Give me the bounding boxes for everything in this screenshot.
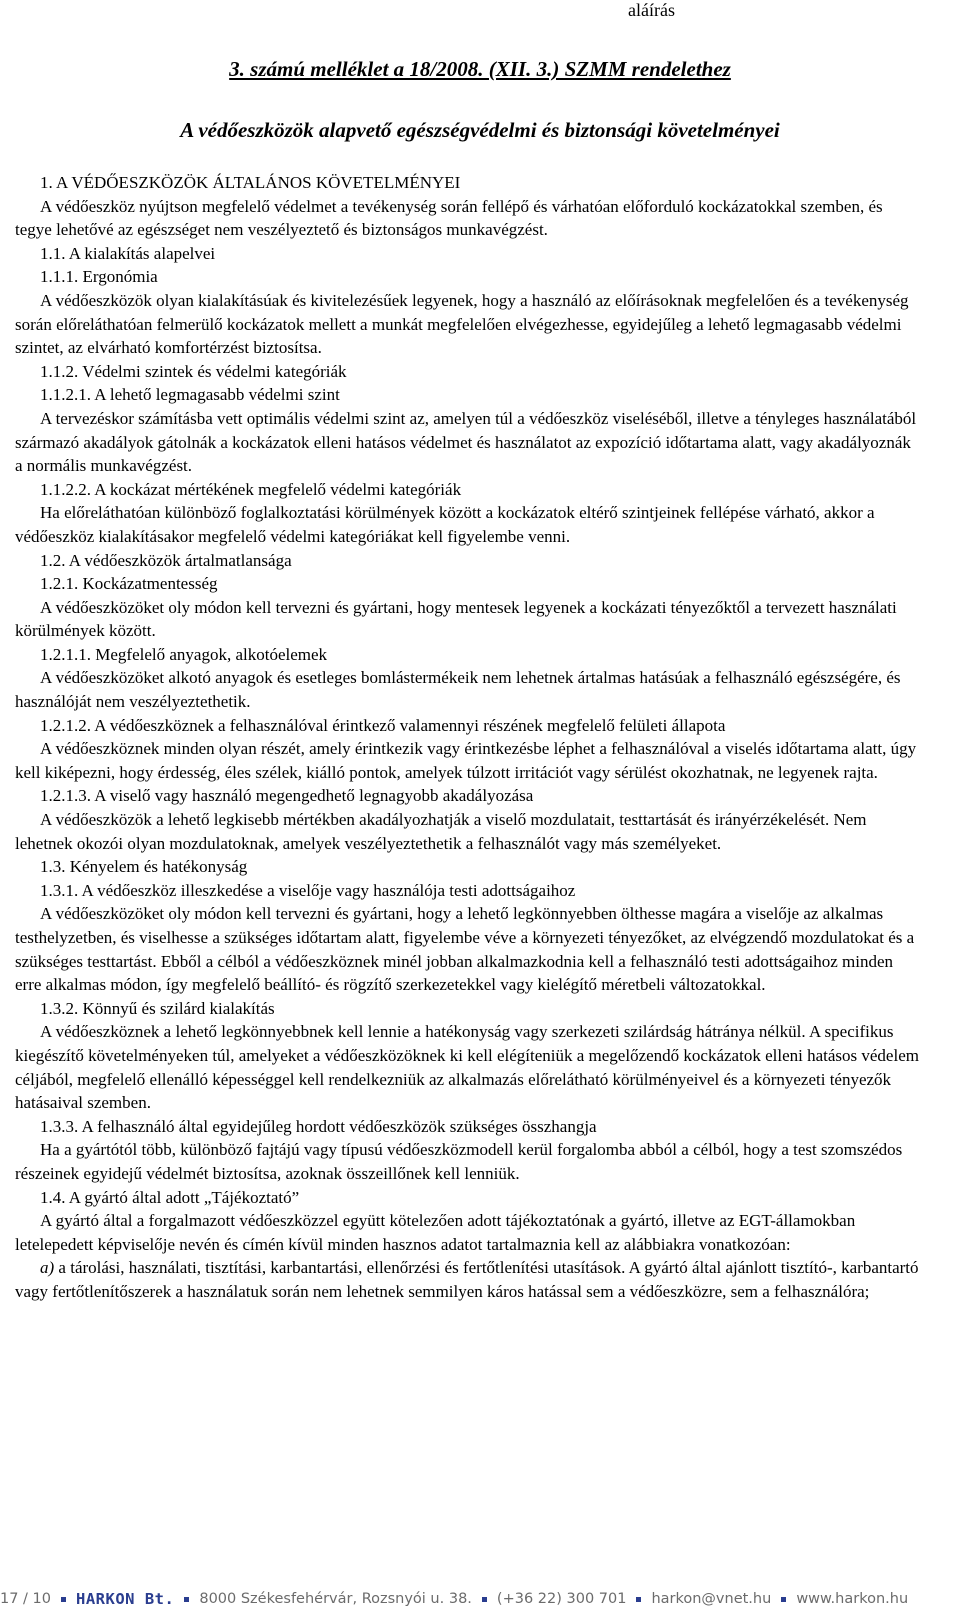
- paragraph: Ha a gyártótól több, különböző fajtájú vagy típusú védőeszközmodell kerül forgalomba abból a célból, hogy a test szomszédos részeinek egyidejű védelmét biztosítsa, azoknak összeillőnek kell lenniük.: [15, 1140, 903, 1183]
- paragraph: A védőeszköznek a lehető legkönnyebbnek kell lennie a hatékonyság vagy szerkezeti szilárdság hátránya nélkül. A specifikus kiegészítő követelményeken túl, amelyeket a védőeszközöknek ki kell elégíteniük a megelőzendő kockázatok elleni hatásos védelem céljából, megfelelő ellenálló képességgel kell rendelkezniük az alkalmazás előrelátható körülményeivel és a környezeti tényezők hatásaival szemben.: [15, 1022, 919, 1113]
- section-heading: 1.3.3. A felhasználó által egyidejűleg hordott védőeszközök szükséges összhangja: [40, 1116, 597, 1136]
- paragraph: Ha előreláthatóan különböző foglalkoztatási körülmények között a kockázatok eltérő szintjeinek fellépése várható, akkor a védőeszköz kialakításakor megfelelő védelmi kategóriákat kell figyelembe venni.: [15, 503, 875, 546]
- paragraph: A védőeszköznek minden olyan részét, amely érintkezik vagy érintkezésbe léphet a felhasználóval a viselés időtartama alatt, úgy kell kiképezni, hogy érdesség, éles szélek, kiálló pontok, amelyek túlzott irritációt vagy sérülést okozhatnak, ne legyenek rajta.: [15, 739, 917, 782]
- section-heading: 1.2.1.2. A védőeszköznek a felhasználóval érintkező valamennyi részének megfelelő felületi állapota: [40, 715, 726, 735]
- paragraph: A védőeszközök a lehető legkisebb mértékben akadályozhatják a viselő mozdulatait, testtartását és irányérzékelését. Nem lehetnek okozói olyan mozdulatoknak, amelyek veszélyeztethetik a felhasználót vagy más személyeket.: [15, 810, 867, 853]
- section-heading: 1.2. A védőeszközök ártalmatlansága: [40, 550, 292, 570]
- separator-square-icon: [482, 1597, 487, 1602]
- section-heading: 1.1.2.2. A kockázat mértékének megfelelő védelmi kategóriák: [40, 479, 462, 499]
- list-item: [15, 1256, 920, 1303]
- paragraph: A védőeszköz nyújtson megfelelő védelmet a tevékenység során fellépő és várhatóan előforduló kockázatokkal szemben, és tegye lehetővé az egészséget nem veszélyeztető és biztonságos munkavégzést.: [15, 196, 883, 240]
- paragraph: A gyártó által a forgalmazott védőeszközzel együtt kötelezően adott tájékoztatónak a gyártó, illetve az EGT-államokban letelepedett képviselője nevén és címén kívül minden hasznos adatot tartalmaznia kell az alábbiakra vonatkozóan:: [15, 1211, 856, 1254]
- separator-square-icon: [184, 1597, 189, 1602]
- list-item-text: a tárolási, használati, tisztítási, karbantartási, ellenőrzési és fertőtlenítési utasítások. A gyártó által ajánlott tisztító-, karbantartó vagy fertőtlenítőszerek a használatuk során nem lehetnek semmilyen káros hatással sem a védőeszközre, sem a felhasználóra;: [15, 1258, 919, 1301]
- company-address: 8000 Székesfehérvár, Rozsnyói u. 38.: [199, 1591, 472, 1607]
- section-heading: 1.2.1.1. Megfelelő anyagok, alkotóelemek: [40, 644, 328, 664]
- section-heading: 1.1. A kialakítás alapelvei: [40, 243, 216, 263]
- section-heading: 1.1.2. Védelmi szintek és védelmi kategóriák: [40, 361, 347, 381]
- paragraph: A védőeszközök olyan kialakításúak és kivitelezésűek legyenek, hogy a használó az előírásoknak megfelelően és a tevékenység során előreláthatóan felmerülő kockázatok mellett a munkát megfelelően elvégezhesse, egyidejűleg a lehető legmagasabb védelmi szintet, az elvárható komfortérzést biztosítsa.: [15, 290, 909, 358]
- paragraph: A védőeszközöket oly módon kell tervezni és gyártani, hogy mentesek legyenek a kockázati tényezőktől a tervezett használati körülmények között.: [15, 597, 897, 641]
- page-number: 17 / 10: [0, 1591, 52, 1607]
- separator-square-icon: [781, 1597, 786, 1602]
- signature-label: aláírás: [628, 0, 675, 20]
- paragraph: A védőeszközöket oly módon kell tervezni és gyártani, hogy a lehető legkönnyebben ölthesse magára a viselője az alkalmas testhelyzetben, és viselhesse a szükséges időtartam alatt, figyelembe véve a környezeti tényezőket, az elvégzendő mozdulatokat és a szükséges testtartást. Ebből a célból a védőeszköznek minél jobban alkalmazkodnia kell a felhasználó testi adottságaihoz minden erre alkalmas módon, így megfelelő beállító- és rögzítő szerkezetekkel vagy kielégítő méretbeli változatokkal.: [15, 904, 915, 995]
- section-heading: 1.2.1.3. A viselő vagy használó megengedhető legnagyobb akadályozása: [40, 786, 534, 806]
- section-heading: 1. A VÉDŐESZKÖZÖK ÁLTALÁNOS KÖVETELMÉNYEI: [40, 173, 461, 192]
- company-logo: HARKON Bt.: [76, 1590, 175, 1608]
- section-heading: 1.3. Kényelem és hatékonyság: [40, 857, 248, 877]
- separator-square-icon: [636, 1597, 641, 1602]
- paragraph: A tervezéskor számításba vett optimális védelmi szint az, amelyen túl a védőeszköz viseléséből, illetve a tényleges használatából származó akadályok gátolnák a kockázatok elleni hatásos védelmet és használatot az expozíció időtartama alatt, vagy akadályoznák a normális munkavégzést.: [15, 408, 917, 476]
- section-heading: 1.4. A gyártó által adott „Tájékoztató”: [40, 1187, 300, 1207]
- company-website[interactable]: www.harkon.hu: [796, 1591, 909, 1607]
- annex-title: 3. számú melléklet a 18/2008. (XII. 3.) SZMM rendelethez: [229, 57, 731, 81]
- separator-square-icon: [61, 1597, 66, 1602]
- company-phone: (+36 22) 300 701: [496, 1591, 627, 1607]
- document-subtitle: A védőeszközök alapvető egészségvédelmi és biztonsági követelményei: [180, 118, 780, 142]
- company-email[interactable]: harkon@vnet.hu: [651, 1591, 772, 1607]
- section-heading: 1.2.1. Kockázatmentesség: [40, 574, 218, 594]
- section-heading: 1.1.1. Ergonómia: [40, 267, 158, 287]
- section-heading: 1.1.2.1. A lehető legmagasabb védelmi szint: [40, 385, 340, 405]
- section-heading: 1.3.2. Könnyű és szilárd kialakítás: [40, 998, 275, 1018]
- paragraph: A védőeszközöket alkotó anyagok és esetleges bomlástermékeik nem lehetnek ártalmas hatásúak a felhasználó egészségére, és használóját nem veszélyeztethetik.: [15, 668, 901, 712]
- page-footer: [0, 1587, 960, 1611]
- list-item-label: a): [40, 1258, 55, 1278]
- document-body: [15, 171, 920, 1304]
- section-heading: 1.3.1. A védőeszköz illeszkedése a viselője vagy használója testi adottságaihoz: [40, 880, 576, 900]
